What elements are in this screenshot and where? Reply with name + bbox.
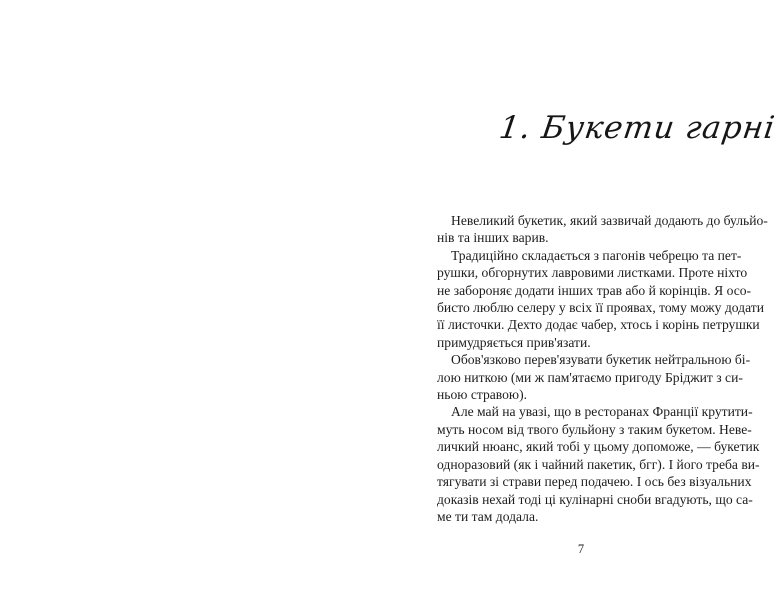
text-line: ме ти там додала. [437,508,539,524]
text-line: Традиційно складається з пагонів чебрецю та пет- [451,247,742,263]
text-line: примудряється прив'язати. [437,334,591,350]
chapter-title: 1. Букети гарні [497,110,778,146]
text-line: лою ниткою (ми ж пам'ятаємо пригоду Бріджит з си- [437,369,743,385]
chapter-body [437,212,768,525]
left-page-blank [0,0,390,600]
text-line: Але май на увазі, що в ресторанах Франції крутити- [451,404,753,420]
text-line: Обов'язково перев'язувати букетик нейтральною бі- [451,352,751,368]
text-line: тягувати зі страви перед подачею. І ось без візуальних [437,474,752,490]
text-line: ньою стравою). [437,387,527,403]
text-line: нів та інших варив. [437,230,549,246]
text-line: личкий нюанс, який тобі у цьому допоможе, — букетик [437,439,760,455]
paragraph [437,212,768,247]
text-line: її листочки. Дехто додає чабер, хтось і корінь петрушки [437,317,760,333]
page-number: 7 [577,542,585,556]
text-line: одноразовий (як і чайний пакетик, бгг). І його треба ви- [437,456,760,472]
text-line: доказів нехай тоді ці кулінарні сноби вгадують, що са- [437,491,753,507]
text-line: бисто люблю селеру у всіх її проявах, тому можу додати [437,300,764,316]
text-line: рушки, обгорнутих лавровими листками. Проте ніхто [437,265,748,281]
paragraph [437,247,764,351]
text-line: муть носом від твого бульйону з таким букетом. Неве- [437,421,752,437]
paragraph [437,403,760,525]
text-line: не забороняє додати інших трав або й корінців. Я осо- [437,282,752,298]
paragraph [437,351,751,403]
text-line: Невеликий букетик, який зазвичай додають до бульйо- [451,213,768,228]
